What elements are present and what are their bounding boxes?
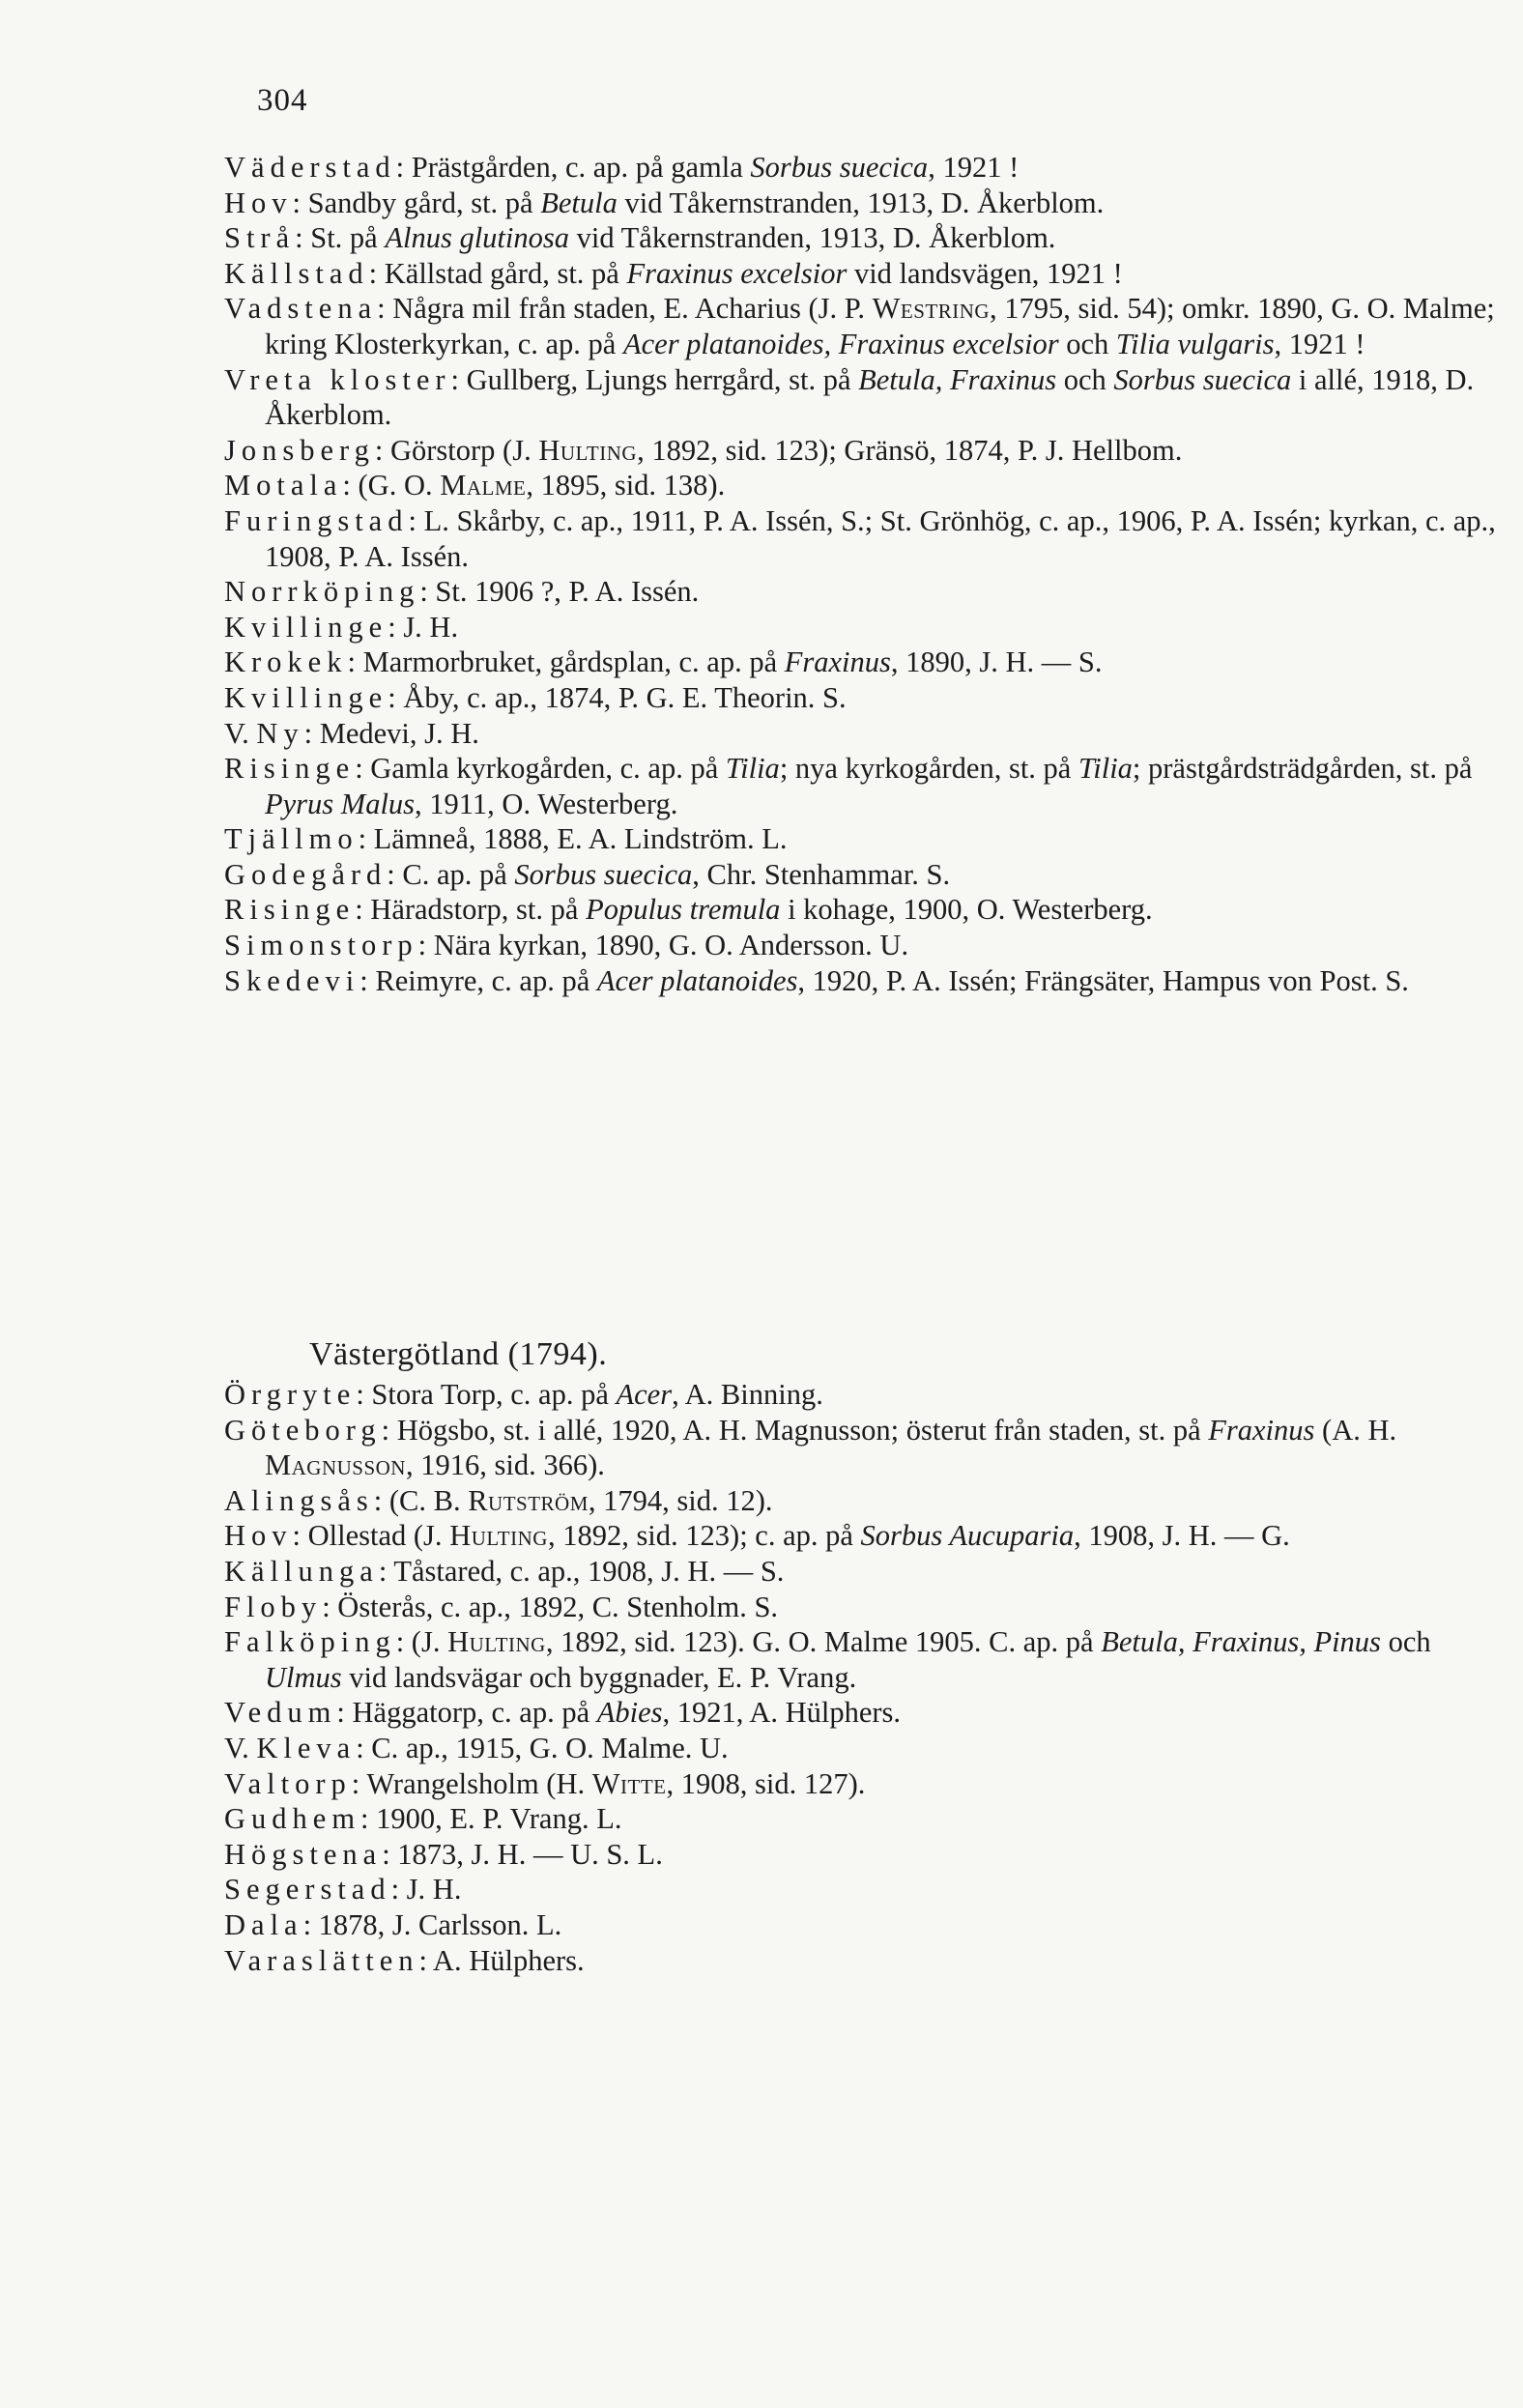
entry-text: : 1900, E. P. Vrang. L.	[360, 1802, 622, 1836]
author-citation: Witte	[591, 1766, 667, 1800]
locality-entry	[224, 1377, 1509, 1413]
locality-name: Väderstad	[224, 151, 396, 184]
species-name: Betula, Fraxinus	[858, 362, 1057, 396]
entry-text: : 1878, J. Carlsson. L.	[302, 1907, 562, 1941]
species-name: Populus tremula	[586, 893, 781, 927]
locality-entry	[224, 1872, 1509, 1907]
entry-text: , 1920, P. A. Issén; Frängsäter, Hampus von Post. S.	[797, 963, 1409, 997]
locality-entry	[224, 680, 1509, 716]
locality-name: Tjällmo	[224, 822, 359, 856]
entry-text: , 1895, sid. 138).	[526, 469, 726, 502]
locality-entry	[224, 1695, 1509, 1731]
entry-text: , A. Binning.	[672, 1378, 823, 1411]
entry-text: : Prästgården, c. ap. på gamla	[395, 151, 751, 184]
locality-entry	[224, 751, 1509, 821]
entry-text: i kohage, 1900, O. Westerberg.	[780, 893, 1153, 927]
locality-name: Hov	[224, 186, 293, 219]
locality-name: Gudhem	[224, 1802, 361, 1836]
entry-text: : Nära kyrkan, 1890, G. O. Andersson. U.	[417, 929, 909, 962]
vastergotland-entry-list	[224, 1377, 1509, 1978]
entry-text: : Österås, c. ap., 1892, C. Stenholm. S.	[322, 1590, 779, 1623]
locality-entry	[224, 220, 1509, 256]
entry-text: : Lämneå, 1888, E. A. Lindström. L.	[358, 822, 788, 856]
entry-text: ; prästgårdsträdgården, st. på	[1132, 752, 1473, 786]
locality-entry	[224, 468, 1509, 503]
locality-name: Högstena	[224, 1837, 383, 1871]
species-name: Acer platanoides	[596, 963, 798, 997]
entry-text: , 1795, sid. 54); omkr. 1890, G. O. Malme; kring Klosterkyrkan, c. ap. på	[265, 292, 1495, 360]
locality-name: Simonstorp	[224, 929, 418, 962]
author-citation: Rutström	[468, 1483, 589, 1517]
locality-entry	[224, 892, 1509, 928]
locality-name: Kvillinge	[224, 610, 388, 644]
entry-text: : J. H.	[390, 1873, 462, 1906]
locality-name: Motala	[224, 469, 343, 502]
locality-name: Furingstad	[224, 503, 409, 537]
entry-text: : L. Skårby, c. ap., 1911, P. A. Issén, S.; St. Grönhög, c. ap., 1906, P. A. Issén; kyrkan, c. ap., 1908, P. A. Issén.	[265, 503, 1496, 573]
entry-text: och	[1380, 1625, 1431, 1659]
entry-text: , 1916, sid. 366).	[405, 1448, 605, 1482]
locality-name: Hov	[224, 1519, 293, 1553]
locality-name: Alingsås	[224, 1483, 374, 1517]
entry-text: : St. på	[295, 221, 386, 255]
entry-text: : Reimyre, c. ap. på	[359, 963, 597, 997]
entry-text: : Häggatorp, c. ap. på	[336, 1696, 597, 1730]
entry-text: : Marmorbruket, gårdsplan, c. ap. på	[347, 645, 785, 679]
entry-text: : Åby, c. ap., 1874, P. G. E. Theorin. S.	[388, 680, 847, 714]
species-name: Pyrus Malus	[265, 787, 416, 820]
author-citation: Hulting	[447, 1625, 546, 1659]
entry-text: , 1908, sid. 127).	[666, 1766, 866, 1800]
entry-text: : (J.	[395, 1625, 448, 1659]
species-name: Betula	[540, 186, 618, 219]
entry-text: : St. 1906 ?, P. A. Issén.	[419, 575, 700, 609]
author-citation: Hulting	[538, 433, 638, 467]
locality-entry	[224, 821, 1509, 857]
entry-text: : Häradstorp, st. på	[355, 893, 587, 927]
author-citation: Hulting	[449, 1519, 548, 1553]
locality-entry	[224, 1624, 1509, 1695]
entry-text: och	[1056, 362, 1114, 396]
locality-entry	[224, 1801, 1509, 1837]
entry-text: : C. ap., 1915, G. O. Malme. U.	[356, 1731, 729, 1764]
entry-text: : C. ap. på	[387, 857, 515, 891]
species-name: Ulmus	[265, 1660, 342, 1694]
locality-name: Risinge	[224, 752, 356, 786]
species-name: Fraxinus	[1208, 1413, 1315, 1447]
species-name: Tilia	[725, 752, 780, 786]
section-heading: Västergötland (1794).	[309, 1336, 608, 1372]
locality-entry	[224, 574, 1509, 610]
locality-entry	[224, 1907, 1509, 1943]
locality-entry	[224, 1554, 1509, 1590]
locality-entry	[224, 610, 1509, 645]
species-name: Sorbus suecica	[750, 151, 929, 184]
entry-text: , Chr. Stenhammar. S.	[692, 857, 951, 891]
entry-text: : Medevi, J. H.	[303, 716, 479, 750]
locality-entry	[224, 256, 1509, 292]
locality-name: Norrköping	[224, 575, 420, 609]
entry-text: , 1890, J. H. — S.	[890, 645, 1103, 679]
entry-text: : Stora Torp, c. ap. på	[356, 1378, 617, 1411]
entry-text: : J. H.	[388, 610, 459, 644]
locality-entry	[224, 1731, 1509, 1766]
entry-text: : (C. B.	[373, 1483, 469, 1517]
entry-text: , 1908, J. H. — G.	[1074, 1519, 1290, 1553]
entry-text: : (G. O.	[342, 469, 441, 502]
author-citation: Magnusson	[265, 1448, 406, 1482]
locality-name: Floby	[224, 1590, 323, 1623]
locality-name: Vreta kloster	[224, 362, 451, 396]
locality-entry	[224, 1483, 1509, 1519]
locality-entry	[224, 1590, 1509, 1625]
locality-entry	[224, 1413, 1509, 1483]
entry-text: V.	[224, 1731, 257, 1764]
locality-entry	[224, 433, 1509, 469]
entry-text: : Några mil från staden, E. Acharius (J. P.	[377, 292, 873, 326]
locality-entry	[224, 503, 1509, 574]
entry-text: : Sandby gård, st. på	[292, 186, 541, 219]
entry-text: (A. H.	[1314, 1413, 1397, 1447]
locality-name: Strå	[224, 221, 296, 255]
species-name: Betula, Fraxinus, Pinus	[1101, 1625, 1381, 1659]
species-name: Sorbus suecica	[514, 857, 693, 891]
species-name: Sorbus suecica	[1113, 362, 1292, 396]
locality-name: Källstad	[224, 256, 369, 290]
locality-entry	[224, 186, 1509, 221]
locality-entry	[224, 1766, 1509, 1802]
species-name: Fraxinus	[784, 645, 891, 679]
entry-text: , 1892, sid. 123). G. O. Malme 1905. C. ap. på	[545, 1625, 1102, 1659]
page-number: 304	[257, 83, 308, 118]
locality-name: Vedum	[224, 1696, 337, 1730]
entry-text: : Ollestad (J.	[292, 1519, 450, 1553]
locality-name: Valtorp	[224, 1766, 352, 1800]
species-name: Sorbus Aucuparia	[860, 1519, 1075, 1553]
locality-entry	[224, 150, 1509, 186]
species-name: Acer platanoides, Fraxinus excelsior	[622, 327, 1059, 360]
species-name: Tilia	[1078, 752, 1133, 786]
locality-entry	[224, 716, 1509, 752]
entry-text: , 1921, A. Hülphers.	[662, 1696, 902, 1730]
entry-text: : Högsbo, st. i allé, 1920, A. H. Magnusson; österut från staden, st. på	[381, 1413, 1209, 1447]
locality-name: Källunga	[224, 1554, 379, 1588]
locality-entry	[224, 645, 1509, 680]
entry-text: , 1911, O. Westerberg.	[415, 787, 678, 820]
locality-name: Ny	[256, 716, 304, 750]
locality-entry	[224, 1518, 1509, 1554]
entry-text: och	[1058, 327, 1116, 360]
locality-entry	[224, 291, 1509, 361]
locality-name: Godegård	[224, 857, 388, 891]
entry-text: : Gullberg, Ljungs herrgård, st. på	[450, 362, 859, 396]
entry-text: V.	[224, 716, 257, 750]
locality-name: Kvillinge	[224, 680, 388, 714]
species-name: Acer	[616, 1378, 673, 1411]
entry-text: : Wrangelsholm (H.	[351, 1766, 592, 1800]
entry-text: , 1921 !	[1274, 327, 1365, 360]
entry-text: : Gamla kyrkogården, c. ap. på	[355, 752, 726, 786]
species-name: Tilia vulgaris	[1115, 327, 1275, 360]
locality-name: Varaslätten	[224, 1943, 419, 1977]
author-citation: Malme	[440, 469, 527, 502]
entry-text: : Tåstared, c. ap., 1908, J. H. — S.	[378, 1554, 785, 1588]
locality-entry	[224, 1837, 1509, 1873]
locality-name: Göteborg	[224, 1413, 382, 1447]
species-name: Fraxinus excelsior	[626, 256, 848, 290]
author-citation: Westring	[872, 292, 991, 326]
entry-text: vid Tåkernstranden, 1913, D. Åkerblom.	[568, 221, 1056, 255]
entry-text: , 1892, sid. 123); Gränsö, 1874, P. J. Hellbom.	[637, 433, 1183, 467]
locality-name: Krokek	[224, 645, 348, 679]
entry-text: vid landsvägen, 1921 !	[847, 256, 1123, 290]
entry-text: , 1794, sid. 12).	[588, 1483, 773, 1517]
entry-text: vid Tåkernstranden, 1913, D. Åkerblom.	[617, 186, 1105, 219]
locality-name: Skedevi	[224, 963, 360, 997]
entry-text: vid landsvägar och byggnader, E. P. Vrang.	[341, 1660, 857, 1694]
entry-text: : 1873, J. H. — U. S. L.	[382, 1837, 663, 1871]
locality-name: Jonsberg	[224, 433, 375, 467]
species-name: Abies	[596, 1696, 663, 1730]
entry-text: , 1892, sid. 123); c. ap. på	[547, 1519, 861, 1553]
entry-text: , 1921 !	[928, 151, 1020, 184]
entry-text: ; nya kyrkogården, st. på	[779, 752, 1078, 786]
locality-name: Falköping	[224, 1625, 396, 1659]
locality-entry	[224, 1943, 1509, 1979]
locality-name: Vadstena	[224, 292, 378, 326]
locality-name: Risinge	[224, 893, 356, 927]
locality-name: Segerstad	[224, 1873, 391, 1906]
entry-text: i allé, 1918, D. Åkerblom.	[265, 362, 1475, 432]
species-name: Alnus glutinosa	[385, 221, 569, 255]
locality-entry	[224, 362, 1509, 433]
locality-name: Kleva	[256, 1731, 357, 1764]
locality-entry	[224, 963, 1509, 999]
locality-entry	[224, 857, 1509, 893]
entry-text: : Görstorp (J.	[374, 433, 539, 467]
entry-text: : Källstad gård, st. på	[368, 256, 627, 290]
ostergotland-entry-list	[224, 150, 1509, 998]
locality-name: Dala	[224, 1907, 303, 1941]
locality-entry	[224, 928, 1509, 963]
locality-name: Örgryte	[224, 1378, 357, 1411]
entry-text: : A. Hülphers.	[418, 1943, 585, 1977]
